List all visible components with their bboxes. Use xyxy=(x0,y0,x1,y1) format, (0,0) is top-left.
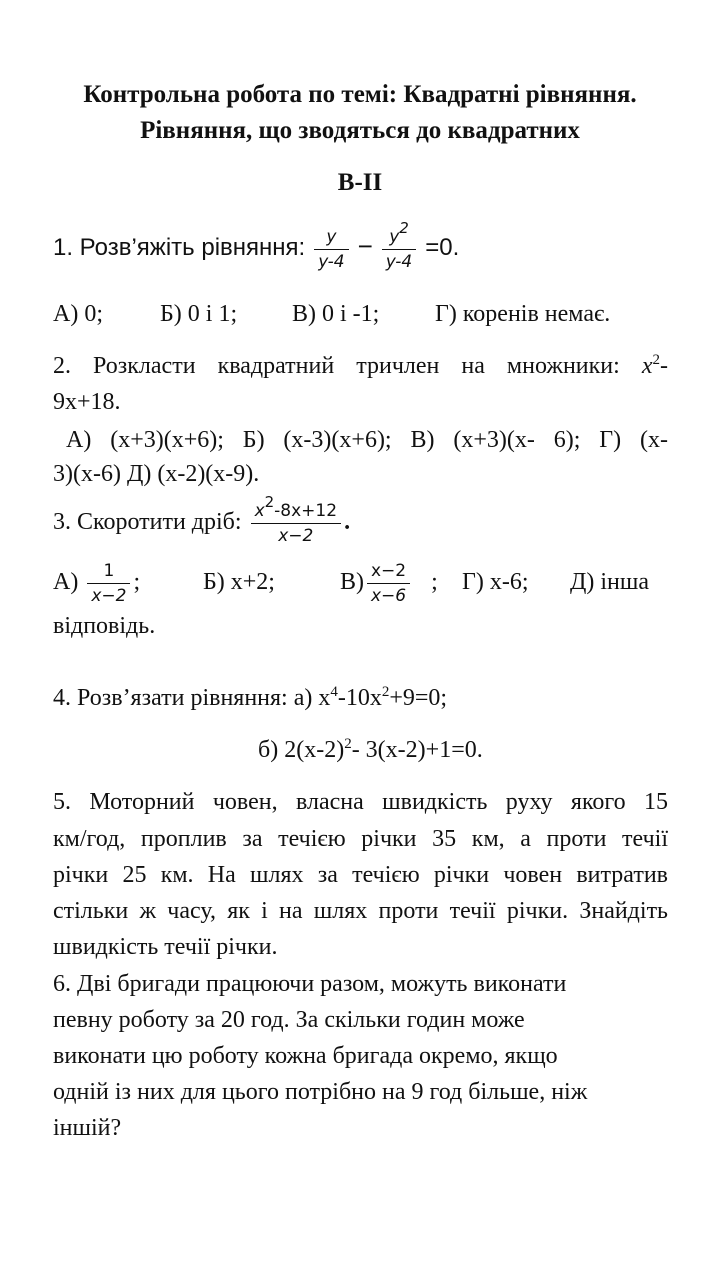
q3-opt-c-num: x−2 xyxy=(367,560,410,584)
q5-line-4: стільки ж часу, як і на шлях проти течії річки. Знайдіть xyxy=(53,898,668,924)
q2-expr-tail: - xyxy=(660,353,669,379)
q6-line-1: 6. Дві бригади працюючи разом, можуть виконати xyxy=(53,971,567,997)
q1-fraction-1 xyxy=(314,226,348,273)
q6-line-2: певну роботу за 20 год. За скільки годин може xyxy=(53,1007,525,1033)
q5-line-5: швидкість течії річки. xyxy=(53,934,278,960)
question-3 xyxy=(53,493,351,547)
q3-text: 3. Скоротити дріб: xyxy=(53,509,242,536)
q3-num-tail: -8x+12 xyxy=(274,501,338,521)
question-4-a xyxy=(53,682,447,714)
q5-line-2: км/год, проплив за течією річки 35 км, а проти течії xyxy=(53,826,668,852)
q1-text: 1. Розв’яжіть рівняння: xyxy=(53,234,306,262)
q1-option-c: В) 0 і -1; xyxy=(292,301,380,327)
q3-option-a xyxy=(53,560,140,607)
q3-option-b: Б) x+2; xyxy=(203,569,275,595)
q3-num-x: x xyxy=(254,501,265,521)
q1-minus: − xyxy=(357,231,373,262)
q1-frac1-den: y-4 xyxy=(318,252,345,272)
q3-option-c xyxy=(340,560,438,607)
q6-line-5: іншій? xyxy=(53,1115,122,1141)
variant-label: В-ІІ xyxy=(337,169,383,196)
question-4-b xyxy=(258,734,483,766)
q4-sup-a1: 4 xyxy=(330,684,338,700)
q3-opt-a-label: А) xyxy=(53,569,79,596)
q2-text: 2. Розкласти квадратний тричлен на множники: xyxy=(53,353,620,379)
q3-frac-den: x−2 xyxy=(278,526,314,546)
q4-sup-a2: 2 xyxy=(381,684,390,700)
question-1 xyxy=(53,219,460,273)
q3-opt-c-tail: ; xyxy=(431,569,438,596)
q3-option-e: Д) інша xyxy=(570,569,650,595)
q1-frac1-num: y xyxy=(314,226,348,250)
title-line-1: Контрольна робота по темі: Квадратні рівняння. xyxy=(83,81,637,108)
q4-tail-b: - 3(x-2)+1=0. xyxy=(351,737,483,763)
q3-opt-a-tail: ; xyxy=(133,569,141,596)
q1-option-d: Г) коренів немає. xyxy=(435,301,611,327)
q4-mid-a: -10x xyxy=(337,685,382,711)
q1-option-a: А) 0; xyxy=(53,301,103,327)
q3-period: . xyxy=(344,509,351,536)
q4-text-a: 4. Розв’язати рівняння: а) x xyxy=(53,685,331,711)
q3-option-d: Г) x-6; xyxy=(462,569,529,595)
q1-frac2-den: y-4 xyxy=(385,252,413,272)
question-2-line-2: 9x+18. xyxy=(53,389,121,415)
q6-line-4: одній із них для цього потрібно на 9 год більше, ніж xyxy=(53,1079,588,1105)
q3-opt-c-label: В) xyxy=(340,569,364,596)
q4-sup-b: 2 xyxy=(344,736,352,752)
q1-frac2-num: y xyxy=(389,227,400,247)
q3-option-e-line-2: відповідь. xyxy=(53,613,156,639)
q4-tail-a: +9=0; xyxy=(389,685,448,711)
q5-line-1: 5. Моторний човен, власна швидкість руху якого 15 xyxy=(53,789,668,815)
title-line-2: Рівняння, що зводяться до квадратних xyxy=(140,117,580,144)
q1-frac2-sup: 2 xyxy=(399,219,409,237)
q2-options-line-2: 3)(x-6) Д) (x-2)(x-9). xyxy=(53,461,260,487)
q3-opt-c-fraction xyxy=(367,560,410,607)
q6-line-3: виконати цю роботу кожна бригада окремо, якщо xyxy=(53,1043,558,1069)
q3-fraction xyxy=(251,493,342,547)
q2-expr-sup: 2 xyxy=(652,352,661,368)
q1-fraction-2 xyxy=(382,219,416,273)
q4-text-b: б) 2(x-2) xyxy=(258,737,345,763)
q1-rhs: =0. xyxy=(425,234,460,262)
q3-opt-c-den: x−6 xyxy=(371,586,407,606)
q2-expr-x: x xyxy=(641,353,653,379)
q3-num-sup: 2 xyxy=(264,493,275,511)
q3-opt-a-num: 1 xyxy=(87,560,130,584)
q1-option-b: Б) 0 і 1; xyxy=(160,301,238,327)
q5-line-3: річки 25 км. На шлях за течією річки човен витратив xyxy=(53,862,668,888)
q3-opt-a-den: x−2 xyxy=(91,586,127,606)
question-2-line-1 xyxy=(53,350,668,382)
q3-opt-a-fraction xyxy=(87,560,130,607)
q2-options-line-1: А) (x+3)(x+6); Б) (x-3)(x+6); В) (x+3)(x- 6); Г) (x- xyxy=(66,427,668,453)
